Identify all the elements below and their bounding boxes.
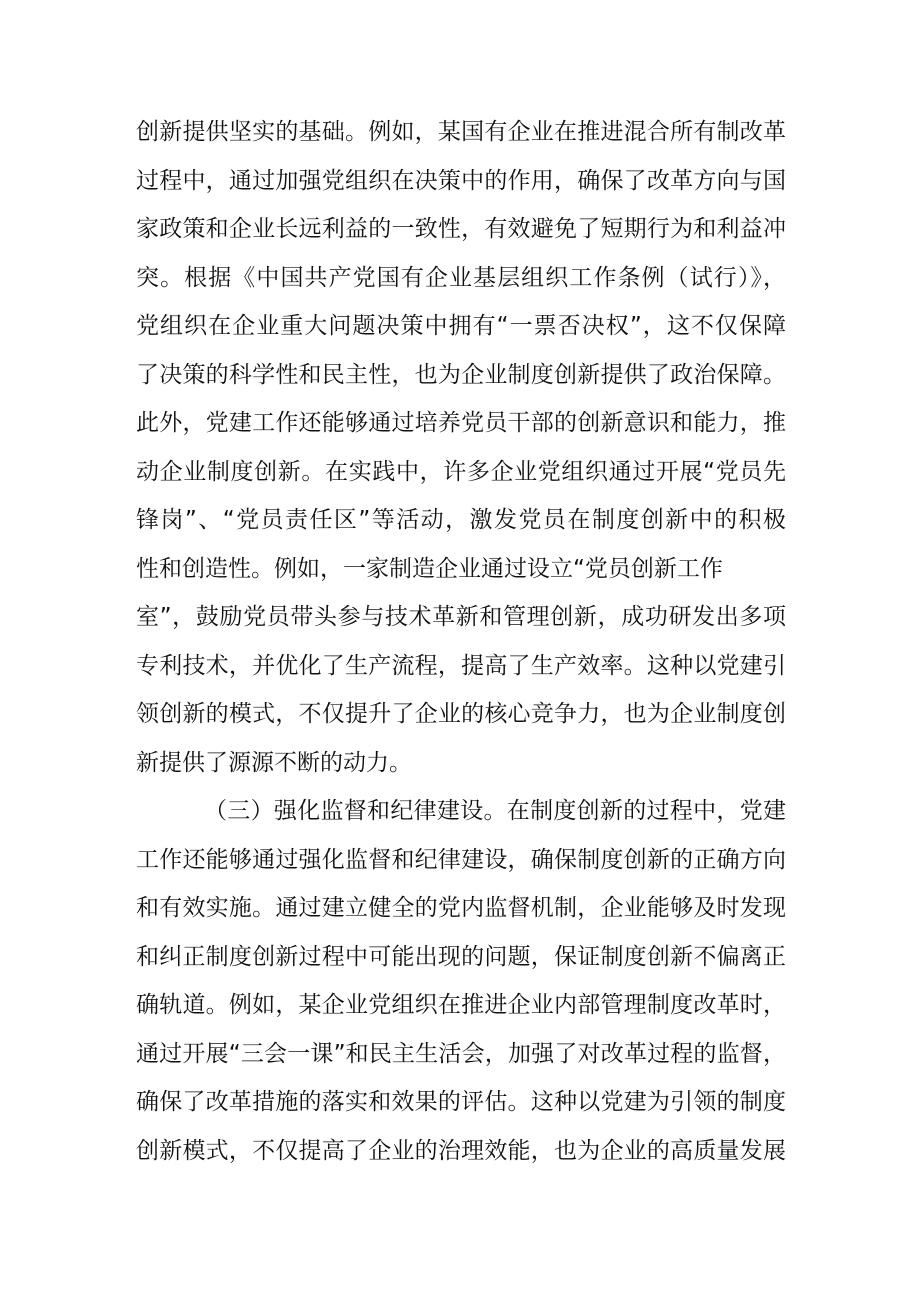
text-line: 和纠正制度创新过程中可能出现的问题，保证制度创新不偏离正 <box>136 943 786 970</box>
text-line: 确轨道。例如，某企业党组织在推进企业内部管理制度改革时， <box>136 992 786 1018</box>
text-line: 突。根据《中国共产党国有企业基层组织工作条例（试行）》， <box>136 264 786 291</box>
text-line: 锋岗”、“党员责任区”等活动，激发党员在制度创新中的积极 <box>136 507 786 533</box>
text-line: 通过开展“三会一课”和民主生活会，加强了对改革过程的监督， <box>136 1040 786 1067</box>
text-line: 过程中，通过加强党组织在决策中的作用，确保了改革方向与国 <box>136 167 786 194</box>
text-line: 动企业制度创新。在实践中，许多企业党组织通过开展“党员先 <box>136 458 786 485</box>
text-line: 室”，鼓励党员带头参与技术革新和管理创新，成功研发出多项 <box>136 604 786 630</box>
text-line: 创新提供坚实的基础。例如，某国有企业在推进混合所有制改革 <box>136 119 786 145</box>
text-line: 此外，党建工作还能够通过培养党员干部的创新意识和能力，推 <box>136 410 786 436</box>
text-line: 和有效实施。通过建立健全的党内监督机制，企业能够及时发现 <box>136 895 786 921</box>
paragraph-2 <box>136 787 786 1175</box>
text-line: 了决策的科学性和民主性，也为企业制度创新提供了政治保障。 <box>136 361 786 388</box>
text-line: 党组织在企业重大问题决策中拥有“一票否决权”，这不仅保障 <box>136 313 786 339</box>
text-line: 创新模式，不仅提高了企业的治理效能，也为企业的高质量发展 <box>136 1137 786 1164</box>
text-line: 新提供了源源不断的动力。 <box>136 749 412 776</box>
text-line: 专利技术，并优化了生产流程，提高了生产效率。这种以党建引 <box>136 652 786 679</box>
text-line: （三）强化监督和纪律建设。在制度创新的过程中，党建 <box>204 798 786 824</box>
paragraph-1 <box>136 108 786 787</box>
text-line: 家政策和企业长远利益的一致性，有效避免了短期行为和利益冲 <box>136 216 786 242</box>
body-text <box>136 108 786 1175</box>
text-line: 工作还能够通过强化监督和纪律建设，确保制度创新的正确方向 <box>136 846 786 873</box>
text-line: 确保了改革措施的落实和效果的评估。这种以党建为引领的制度 <box>136 1089 786 1115</box>
text-line: 领创新的模式，不仅提升了企业的核心竞争力，也为企业制度创 <box>136 701 786 727</box>
text-line: 性和创造性。例如，一家制造企业通过设立“党员创新工作 <box>136 555 723 582</box>
